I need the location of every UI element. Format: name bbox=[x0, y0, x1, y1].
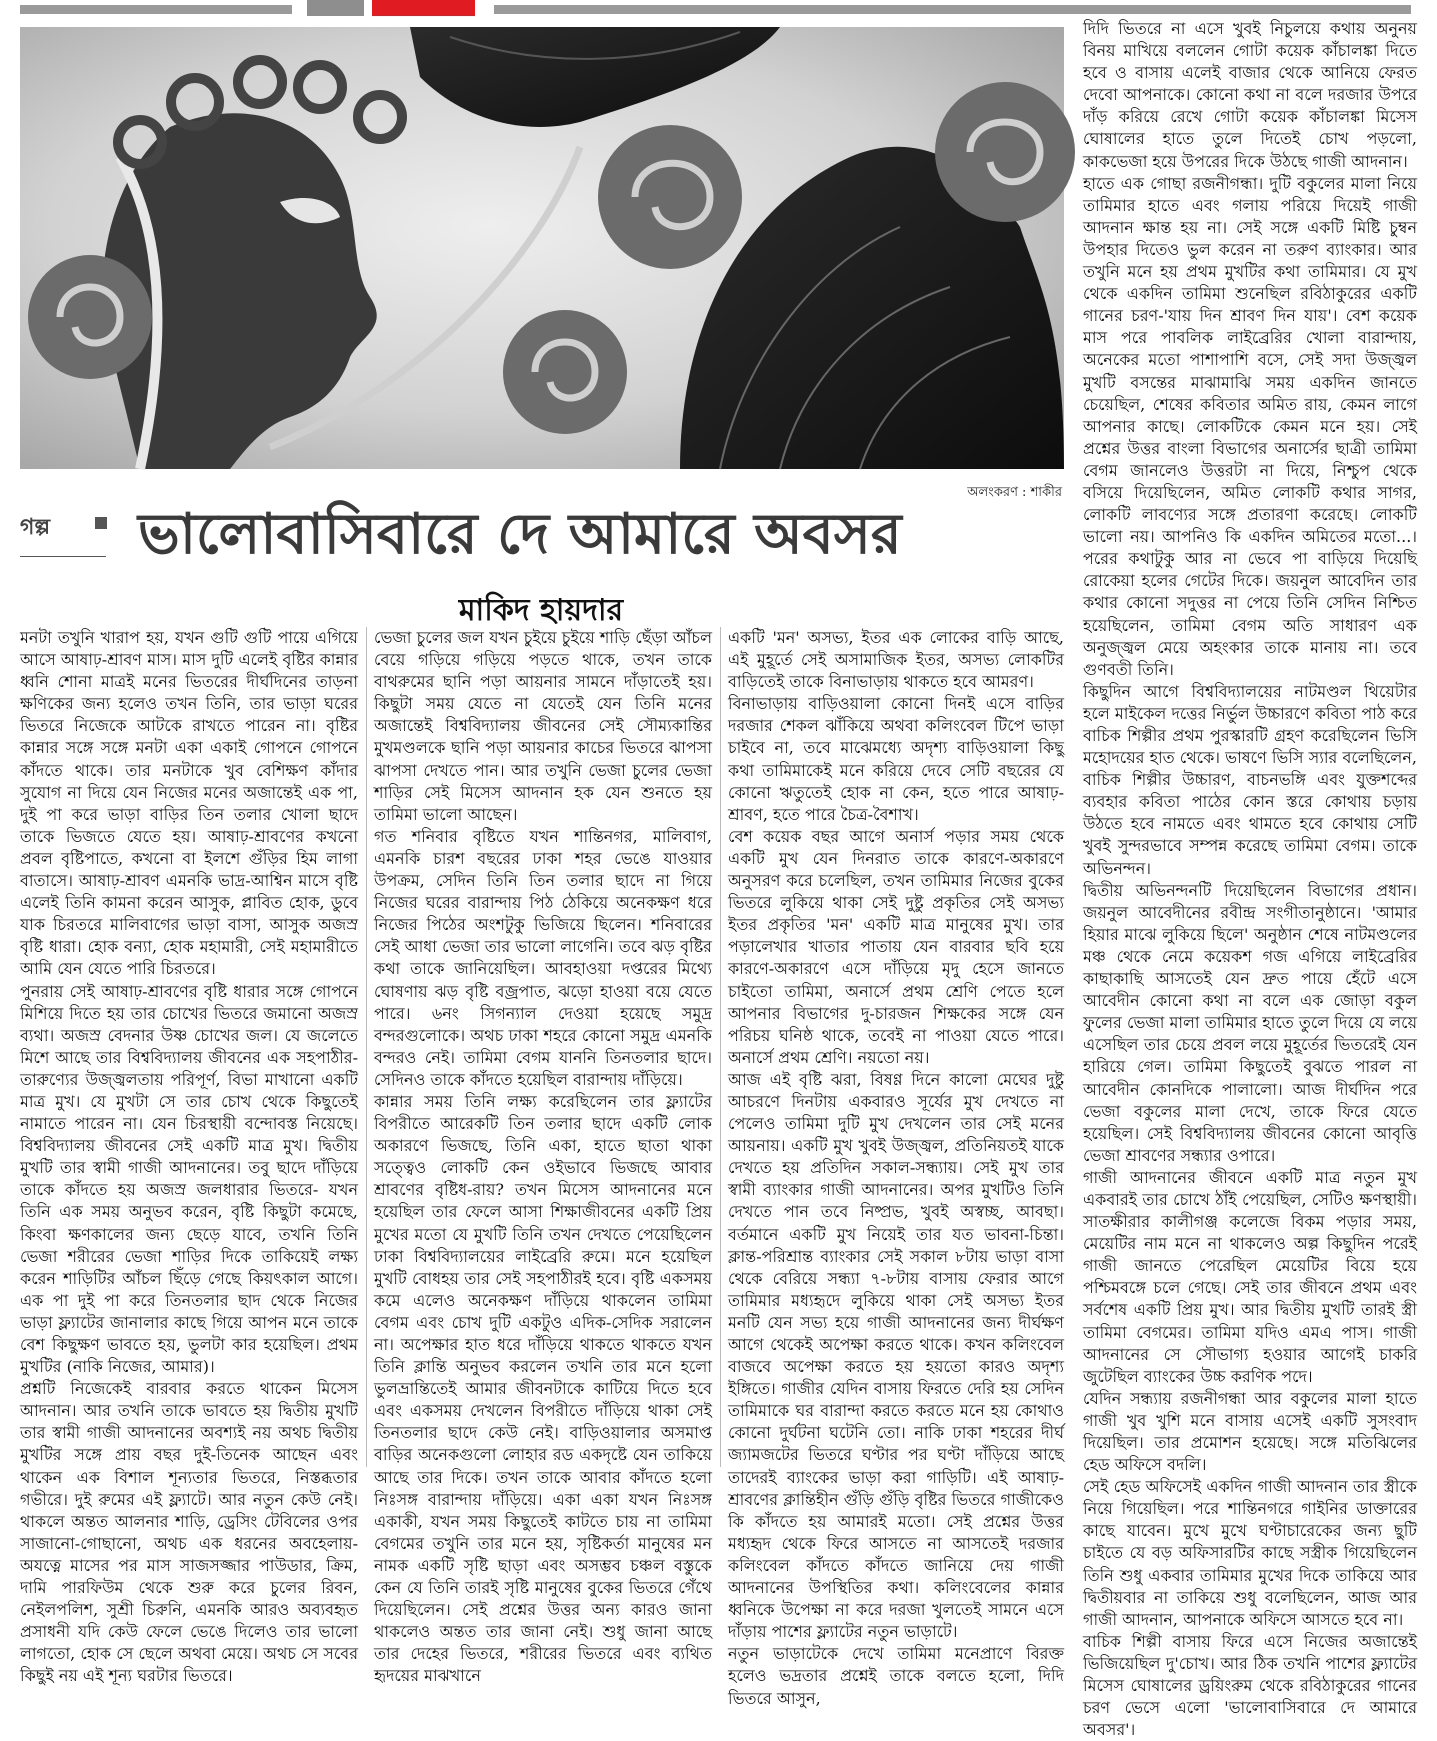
paragraph: প্রশ্নটি নিজেকেই বারবার করতে থাকেন মিসেস আদনান। আর তখনি তাকে ভাবতে হয় দ্বিতীয় মুখটি তার স্বামী গাজী আদনানের অবশ্যই নয় অথচ দ্বিতীয় মুখটির সঙ্গে প্রায় বছর দুই-তিনেক আছেন এবং থাকেন এক বিশাল শূন্যতার ভিতরে, নিস্তব্ধতার গভীরে। দুই রুমের এই ফ্ল্যাটে। আর নতুন কেউ নেই। থাকলে অন্তত আলনার শাড়ি, ড্রেসিং টেবিলের ওপর সাজানো-গোছানো, অথচ এক ধরনের অবহেলায়-অযত্নে মাসের পর মাস সাজসজ্জার পাউডার, ক্রিম, দামি পারফিউম থেকে শুরু করে চুলের রিবন, নেইলপলিশ, সুশ্রী চিরুনি, এমনকি আরও অব্যবহৃত প্রসাধনী যদি কেউ ফেলে ভেঙে দিলেও তার ভালো লাগতো, হোক সে ছেলে অথবা মেয়ে। অথচ সে সবের কিছুই নয় এই শূন্য ঘরটার ভিতরে। bbox=[20, 1379, 358, 1686]
text-column-4 bbox=[1083, 18, 1417, 1740]
masthead-rule-right bbox=[494, 5, 1411, 14]
section-underline bbox=[20, 556, 106, 557]
column-divider bbox=[366, 627, 367, 1467]
section-label: গল্প bbox=[20, 514, 51, 540]
column-divider bbox=[720, 627, 721, 1467]
text-column-3 bbox=[728, 627, 1064, 1708]
paragraph: গত শনিবার বৃষ্টিতে যখন শান্তিনগর, মালিবাগ, এমনকি চারশ বছরের ঢাকা শহর ভেঙে যাওয়ার উপক্রম, সেদিন তিনি তিন তলার ছাদে না গিয়ে নিজের ঘরের বারান্দায় পিঠ ঠেকিয়ে অনেকক্ষণ ধরে নিজের পিঠের অংশটুকু ভিজিয়ে ছিলেন। শনিবারের সেই আধা ভেজা তার ভালো লাগেনি। তবে ঝড় বৃষ্টির কথা তাকে জানিয়েছিল। আবহাওয়া দপ্তরের মিথ্যে ঘোষণায় ঝড় বৃষ্টি বজ্রপাত, ঝড়ো হাওয়া বয়ে যেতে পারে। ৬নং সিগন্যাল দেওয়া হয়েছে সমুদ্র বন্দরগুলোকে। অথচ ঢাকা শহরে কোনো সমুদ্র এমনকি বন্দরও নেই। তামিমা বেগম যাননি তিনতলার ছাদে। সেদিনও তাকে কাঁদতে হয়েছিল বারান্দায় দাঁড়িয়ে। bbox=[374, 826, 712, 1089]
paragraph: সেই হেড অফিসেই একদিন গাজী আদনান তার স্ত্রীকে নিয়ে গিয়েছিল। পরে শান্তিনগরে গাইনির ডাক্তারের কাছে যাবেন। মুখে মুখে ঘণ্টাচারেকের জন্য ছুটি চাইতে যে বড় অফিসারটির কাছে সস্ত্রীক গিয়েছিলেন তিনি শুধু একবার তামিমার মুখের দিকে তাকিয়ে আর দ্বিতীয়বার না তাকিয়ে শুধু বলেছিলেন, আজ আর গাজী আদনান, আপনাকে অফিসে আসতে হবে না। bbox=[1083, 1477, 1417, 1629]
page-number-box bbox=[307, 0, 364, 16]
paragraph: হাতে এক গোছা রজনীগন্ধা। দুটি বকুলের মালা নিয়ে তামিমার হাতে এবং গলায় পরিয়ে দিয়েই গাজী আদনান ক্ষান্ত হয় না। সেই সঙ্গে একটি মিষ্টি চুম্বন উপহার দিতেও ভুল করেন না তরুণ ব্যাংকার। আর তখুনি মনে হয় প্রথম মুখটির কথা তামিমার। যে মুখ থেকে একদিন তামিমা শুনেছিল রবিঠাকুরের একটি গানের চরণ-'যায় দিন শ্রাবণ দিন যায়'। বেশ কয়েক মাস পরে পাবলিক লাইব্রেরির খোলা বারান্দায়, অনেকের মতো পাশাপাশি বসে, সেই সদা উজ্জ্বল মুখটি বসন্তের মাঝামাঝি সময় একদিন জানতে চেয়েছিল, শেষের কবিতার অমিত রায়, কেমন লাগে আপনার কাছে। লোকটিকে কেমন মনে হয়। সেই প্রশ্নের উত্তর বাংলা বিভাগের অনার্সের ছাত্রী তামিমা বেগম জানলেও উত্তরটা না দিয়ে, নিশ্চুপ থেকে বসিয়ে দিয়েছিলেন, অমিত লোকটি কথার সাগর, লোকটি লাবণ্যের সঙ্গে প্রতারণা করেছে। লোকটি ভালো নয়। আপনিও কি একদিন অমিতের মতো...। পরের কথাটুকু আর না ভেবে পা বাড়িয়ে দিয়েছি রোকেয়া হলের গেটের দিকে। জয়নুল আবেদিন তার কথার কোনো সদুত্তর না পেয়ে তিনি সেদিন নিশ্চিত হয়েছিলেন, তামিমা বেগম অতি সাধারণ এক অনুজ্জ্বল মেয়ে অহংকার তাকে মানায় না। তবে গুণবতী তিনি। bbox=[1083, 173, 1417, 679]
masthead-rule-left bbox=[20, 5, 292, 14]
story-headline: ভালোবাসিবারে দে আমারে অবসর bbox=[138, 502, 902, 567]
paragraph: দিদি ভিতরে না এসে খুবই নিচুলয়ে কথায় অনুনয় বিনয় মাখিয়ে বললেন গোটা কয়েক কাঁচালঙ্কা দিতে হবে ও বাসায় এলেই বাজার থেকে আনিয়ে ফেরত দেবো আপনাকে। কোনো কথা না বলে দরজার উপরে দাঁড় করিয়ে রেখে গোটা কয়েক কাঁচালঙ্কা মিসেস ঘোষালের হাতে তুলে দিতেই চোখ পড়লো, কাকভেজা হয়ে উপরের দিকে উঠছে গাজী আদনান। bbox=[1083, 19, 1417, 171]
text-column-2 bbox=[374, 627, 712, 1686]
story-byline: মাকিদ হায়দার bbox=[458, 593, 624, 628]
text-column-1 bbox=[20, 627, 358, 1686]
section-tab bbox=[372, 0, 475, 16]
paragraph: বাচিক শিল্পী বাসায় ফিরে এসে নিজের অজান্তেই ভিজিয়েছিল দু'চোখ। আর ঠিক তখনি পাশের ফ্ল্যাটের মিসেস ঘোষালের ড্রয়িংরুম থেকে রবিঠাকুরের গানের চরণ ভেসে এলো 'ভালোবাসিবারে দে আমারে অবসর'। bbox=[1083, 1631, 1417, 1740]
paragraph: মনটা তখুনি খারাপ হয়, যখন গুটি গুটি পায়ে এগিয়ে আসে আষাঢ়-শ্রাবণ মাস। মাস দুটি এলেই বৃষ্টির কান্নার ধ্বনি শোনা মাত্রই মনের ভিতরের দীর্ঘদিনের তাড়না ক্ষণিকের জন্য হলেও তখন তিনি, তার ভাড়া ঘরের ভিতরে নিজেকে আটকে রাখতে পারেন না। বৃষ্টির কান্নার সঙ্গে সঙ্গে মনটা একা একাই গোপনে গোপনে কাঁদতে থাকে। তার মনটাকে খুব বেশিক্ষণ কাঁদার সুযোগ না দিয়ে যেন নিজের মনের অজান্তেই এক পা, দুই পা করে ভাড়া বাড়ির তিন তলার খোলা ছাদে তাকে ভিজতে যেতে হয়। আষাঢ়-শ্রাবণের কখনো প্রবল বৃষ্টিপাতে, কখনো বা ইলশে গুঁড়ির হিম লাগা বাতাসে। আষাঢ়-শ্রাবণ এমনকি ভাদ্র-আশ্বিন মাসে বৃষ্টি এলেই তিনি কামনা করেন আসুক, প্লাবিত হোক, ডুবে যাক চিরতরে মালিবাগের ভাড়া বাসা, আসুক অজস্র বৃষ্টি ধারা। হোক বন্যা, হোক মহামারী, সেই মহামারীতে আমি যেন যেতে পারি চিরতরে। bbox=[20, 628, 358, 979]
paragraph: বেশ কয়েক বছর আগে অনার্স পড়ার সময় থেকে একটি মুখ যেন দিনরাত তাকে কারণে-অকারণে অনুসরণ করে চলেছিল, তখন তামিমার নিজের বুকের ভিতরে লুকিয়ে থাকা সেই দুষ্টু প্রকৃতির সেই অসভ্য ইতর প্রকৃতির 'মন' একটি মাত্র মানুষের মুখ। তার পড়ালেখার খাতার পাতায় যেন বারবার ছবি হয়ে কারণে-অকারণে এসে দাঁড়িয়ে মৃদু হেসে জানতে চাইতো তামিমা, অনার্সে প্রথম শ্রেণি পেতে হলে আপনার বিভাগের দু-চারজন শিক্ষকের সঙ্গে যেন পরিচয় ঘনিষ্ঠ থাকে, তবেই না পাওয়া যেতে পারে। অনার্সে প্রথম শ্রেণি। নয়তো নয়। bbox=[728, 826, 1064, 1067]
paragraph: পুনরায় সেই আষাঢ়-শ্রাবণের বৃষ্টি ধারার সঙ্গে গোপনে মিশিয়ে দিতে হয় তার চোখের ভিতরে জমানো অজস্র ব্যথা। অজস্র বেদনার উষ্ণ চোখের জল। যে জলেতে মিশে আছে তার বিশ্ববিদ্যালয় জীবনের এক সহপাঠীর- তারুণ্যের উজ্জ্বলতায় পরিপূর্ণ, বিভা মাখানো একটি মাত্র মুখ। যে মুখটা সে তার চোখ থেকে কিছুতেই নামাতে পারেন না। যেন চিরস্থায়ী বন্দোবস্ত নিয়েছে। বিশ্ববিদ্যালয় জীবনের সেই একটি মাত্র মুখ। দ্বিতীয় মুখটি তার স্বামী গাজী আদনানের। তবু ছাদে দাঁড়িয়ে তাকে কাঁদতে হয় অজস্র জলধারার ভিতরে- যখন তিনি এক সময় অনুভব করেন, বৃষ্টি কিছুটা কমেছে, কিংবা ক্ষণকালের জন্য ছেড়ে যাবে, তখনি তিনি ভেজা শরীরের ভেজা শাড়ির দিকে তাকিয়েই লক্ষ্য করেন শাড়িটির আঁচল ছিঁড়ে গেছে কিয়ৎকাল আগে। এক পা দুই পা করে তিনতলার ছাদ থেকে নিজের ভাড়া ফ্ল্যাটের জানালার কাছে গিয়ে আপন মনে তাকে বেশ কিছুক্ষণ ভাবতে হয়, ভুলটা কার হয়েছিল। প্রথম মুখটির (নাকি নিজের, আমার)। bbox=[20, 981, 358, 1377]
paragraph: ভেজা চুলের জল যখন চুইয়ে চুইয়ে শাড়ি ছেঁড়া আঁচল বেয়ে গড়িয়ে গড়িয়ে পড়তে থাকে, তখন তাকে বাথরুমের ছানি পড়া আয়নার সামনে দাঁড়াতেই হয়। কিছুটা সময় যেতে না যেতেই যেন তিনি মনের অজান্তেই বিশ্ববিদ্যালয় জীবনের সেই সৌম্যকান্তির মুখমণ্ডলকে ছানি পড়া আয়নার কাচের ভিতরে ঝাপসা ঝাপসা দেখতে পান। আর তখুনি ভেজা চুলের ভেজা শাড়ির সেই মিসেস আদনান হক যেন শুনতে হয় তামিমা ভালো আছেন। bbox=[374, 628, 712, 824]
paragraph: আজ এই বৃষ্টি ঝরা, বিষণ্ণ দিনে কালো মেঘের দুষ্টু আচরণে দিনটায় একবারও সূর্যের মুখ দেখতে না পেলেও তামিমা দুটি মুখ দেখলেন তার সেই মনের আয়নায়। একটি মুখ খুবই উজ্জ্বল, প্রতিনিয়তই যাকে দেখতে হয় প্রতিদিন সকাল-সন্ধ্যায়। সেই মুখ তার স্বামী ব্যাংকার গাজী আদনানের। অপর মুখটিও তিনি দেখতে পান তবে নিষ্প্রভ, খুবই অস্বচ্ছ, আবছা। বর্তমানে একটি মুখ নিয়েই তার যত ভাবনা-চিন্তা। ক্লান্ত-পরিশ্রান্ত ব্যাংকার সেই সকাল ৮টায় ভাড়া বাসা থেকে বেরিয়ে সন্ধ্যা ৭-৮টায় বাসায় ফেরার আগে তামিমার মধ্যহৃদে লুকিয়ে থাকা সেই অসভ্য ইতর মনটি যেন সভ্য হয়ে গাজী আদনানের জন্য দীর্ঘক্ষণ আগে থেকেই অপেক্ষা করতে থাকে। কখন কলিংবেল বাজবে অপেক্ষা করতে হয় হয়তো কারও অদৃশ্য ইঙ্গিতে। গাজীর যেদিন বাসায় ফিরতে দেরি হয় সেদিন তামিমাকে ঘর বারান্দা করতে করতে মনে হয় কোথাও কোনো দুর্ঘটনা ঘটেনি তো। নাকি ঢাকা শহরের দীর্ঘ জ্যামজটের ভিতরে ঘণ্টার পর ঘণ্টা দাঁড়িয়ে আছে তাদেরই ব্যাংকের ভাড়া করা গাড়িটি। এই আষাঢ়-শ্রাবণের ক্লান্তিহীন গুঁড়ি গুঁড়ি বৃষ্টির ভিতরে গাজীকেও কি কাঁদতে হয় আমারই মতো। সেই প্রশ্নের উত্তর মধ্যহৃদ থেকে ফিরে আসতে না আসতেই দরজার কলিংবেল কাঁদতে কাঁদতে জানিয়ে দেয় গাজী আদনানের উপস্থিতির কথা। কলিংবেলের কান্নার ধ্বনিকে উপেক্ষা না করে দরজা খুলতেই সামনে এসে দাঁড়ায় পাশের ফ্ল্যাটের নতুন ভাড়াটে। bbox=[728, 1069, 1064, 1642]
paragraph: কিছুদিন আগে বিশ্ববিদ্যালয়ের নাটমণ্ডল থিয়েটার হলে মাইকেল দত্তের নির্ভুল উচ্চারণে কবিতা পাঠ করে বাচিক শিল্পীর প্রথম পুরস্কারটি গ্রহণ করেছিলেন ভিসি মহোদয়ের হাত থেকে। ভাষণে ভিসি স্যার বলেছিলেন, বাচিক শিল্পীর উচ্চারণ, বাচনভঙ্গি এবং যুক্তশব্দের ব্যবহার কবিতা পাঠের কোন স্তরে কোথায় চড়ায় উঠতে হবে নামতে এবং থামতে হবে কোথায় সেটি খুবই সুন্দরভাবে সম্পন্ন করেছে তামিমা বেগম। তাকে অভিনন্দন। bbox=[1083, 681, 1417, 878]
paragraph: একটি 'মন' অসভ্য, ইতর এক লোকের বাড়ি আছে, এই মুহূর্তে সেই অসামাজিক ইতর, অসভ্য লোকটির বাড়িতেই তাকে বিনাভাড়ায় থাকতে হবে আমরণ। bbox=[728, 628, 1064, 692]
paragraph: নতুন ভাড়াটেকে দেখে তামিমা মনেপ্রাণে বিরক্ত হলেও ভদ্রতার প্রশ্নেই তাকে বলতে হলো, দিদি ভিতরে আসুন, bbox=[728, 1644, 1064, 1708]
story-illustration bbox=[20, 27, 1064, 469]
illustration-credit: অলংকরণ : শাকীর bbox=[967, 485, 1062, 500]
paragraph: বিনাভাড়ায় বাড়িওয়ালা কোনো দিনই এসে বাড়ির দরজার শেকল ঝাঁকিয়ে অথবা কলিংবেল টিপে ভাড়া চাইবে না, তবে মাঝেমধ্যে অদৃশ্য বাড়িওয়ালা কিছু কথা তামিমাকেই মনে করিয়ে দেবে সেটি বছরের যে কোনো ঋতুতেই হোক না কেন, হতে পারে আষাঢ়-শ্রাবণ, হতে পারে চৈত্র-বৈশাখ। bbox=[728, 694, 1064, 824]
paragraph: গাজী আদনানের জীবনে একটি মাত্র নতুন মুখ একবারই তার চোখে ঠাঁই পেয়েছিল, সেটিও ক্ষণস্থায়ী। সাতক্ষীরার কালীগঞ্জ কলেজে বিকম পড়ার সময়, মেয়েটির নাম মনে না থাকলেও অল্প কিছুদিন পরেই গাজী জানতে পেরেছিল মেয়েটির বিয়ে হয়ে পশ্চিমবঙ্গে চলে গেছে। সেই তার জীবনে প্রথম এবং সর্বশেষ একটি প্রিয় মুখ। আর দ্বিতীয় মুখটি তারই স্ত্রী তামিমা বেগমের। তামিমা যদিও এমএ পাস। গাজী আদনানের সে সৌভাগ্য হওয়ার আগেই চাকরি জুটেছিল ব্যাংকের উচ্চ করণিক পদে। bbox=[1083, 1167, 1417, 1386]
paragraph: দ্বিতীয় অভিনন্দনটি দিয়েছিলেন বিভাগের প্রধান। জয়নুল আবেদীনের রবীন্দ্র সংগীতানুষ্ঠানে। 'আমার হিয়ার মাঝে লুকিয়ে ছিলে' অনুষ্ঠান শেষে নাটমণ্ডলের মঞ্চ থেকে নেমে কয়েকশ গজ এগিয়ে লাইব্রেরির কাছাকাছি আসতেই যেন দ্রুত পায়ে হেঁটে এসে আবেদীন কোনো কথা না বলে এক জোড়া বকুল ফুলের ভেজা মালা তামিমার হাতে তুলে দিয়ে যে লয়ে এসেছিল তার চেয়ে প্রবল লয়ে মুহূর্তের ভিতরেই যেন হারিয়ে গেল। তামিমা কিছুতেই বুঝতে পারল না আবেদীন কোনদিকে পালালো। আজ দীর্ঘদিন পরে ভেজা বকুলের মালা দেখে, তাকে ফিরে যেতে হয়েছিল। সেই বিশ্ববিদ্যালয় জীবনের কোনো আবৃত্তি ভেজা শ্রাবণের সন্ধ্যার ওপারে। bbox=[1083, 880, 1417, 1165]
paragraph: কান্নার সময় তিনি লক্ষ্য করেছিলেন তার ফ্ল্যাটের বিপরীতে আরেকটি তিন তলার ছাদে একটি লোক অকারণে ভিজছে, তিনি একা, হাতে ছাতা থাকা সত্ত্বেও লোকটি কেন ওইভাবে ভিজছে আবার শ্রাবণের বৃষ্টিধ-রায়? তখন মিসেস আদনানের মনে হয়েছিল তার ফেলে আসা শিক্ষাজীবনের একটি প্রিয় মুখের মতো যে মুখটি তিনি তখন দেখতে পেয়েছিলেন ঢাকা বিশ্ববিদ্যালয়ের লাইব্রেরি রুমে। মনে হয়েছিল মুখটি বোধহয় তার সেই সহপাঠীরই হবে। বৃষ্টি একসময় কমে এলেও অনেকক্ষণ দাঁড়িয়ে থাকলেন তামিমা বেগম এবং চোখ দুটি একটুও এদিক-সেদিক সরালেন না। অপেক্ষার হাত ধরে দাঁড়িয়ে থাকতে থাকতে যখন তিনি ক্লান্তি অনুভব করলেন তখনি তার মনে হলো ভুলভ্রান্তিতেই আমার জীবনটাকে কাটিয়ে দিতে হবে এবং একসময় দেখলেন বিপরীতে দাঁড়িয়ে থাকা সেই তিনতলার ছাদে কেউ নেই। বাড়িওয়ালার অসমাপ্ত বাড়ির অনেকগুলো লোহার রড একদৃষ্টে যেন তাকিয়ে আছে তার দিকে। তখন তাকে আবার কাঁদতে হলো নিঃসঙ্গ বারান্দায় দাঁড়িয়ে। একা একা যখন নিঃসঙ্গ একাকী, যখন সময় কিছুতেই কাটতে চায় না তামিমা বেগমের তখুনি তার মনে হয়, সৃষ্টিকর্তা মানুষের মন নামক একটি সৃষ্টি ছাড়া এবং অসম্ভব চঞ্চল বস্তুকে কেন যে তিনি তারই সৃষ্টি মানুষের বুকের ভিতরে গেঁথে দিয়েছিলেন। সেই প্রশ্নের উত্তর অন্য কারও জানা থাকলেও অন্তত তার জানা নেই। শুধু জানা আছে তার দেহের ভিতরে, শরীরের ভিতরে এবং ব্যথিত হৃদয়ের মাঝখানে bbox=[374, 1091, 712, 1686]
section-bullet bbox=[95, 517, 107, 529]
paragraph: যেদিন সন্ধ্যায় রজনীগন্ধা আর বকুলের মালা হাতে গাজী খুব খুশি মনে বাসায় এসেই একটি সুসংবাদ দিয়েছিল। তার প্রমোশন হয়েছে। সঙ্গে মতিঝিলের হেড অফিসে বদলি। bbox=[1083, 1388, 1417, 1475]
